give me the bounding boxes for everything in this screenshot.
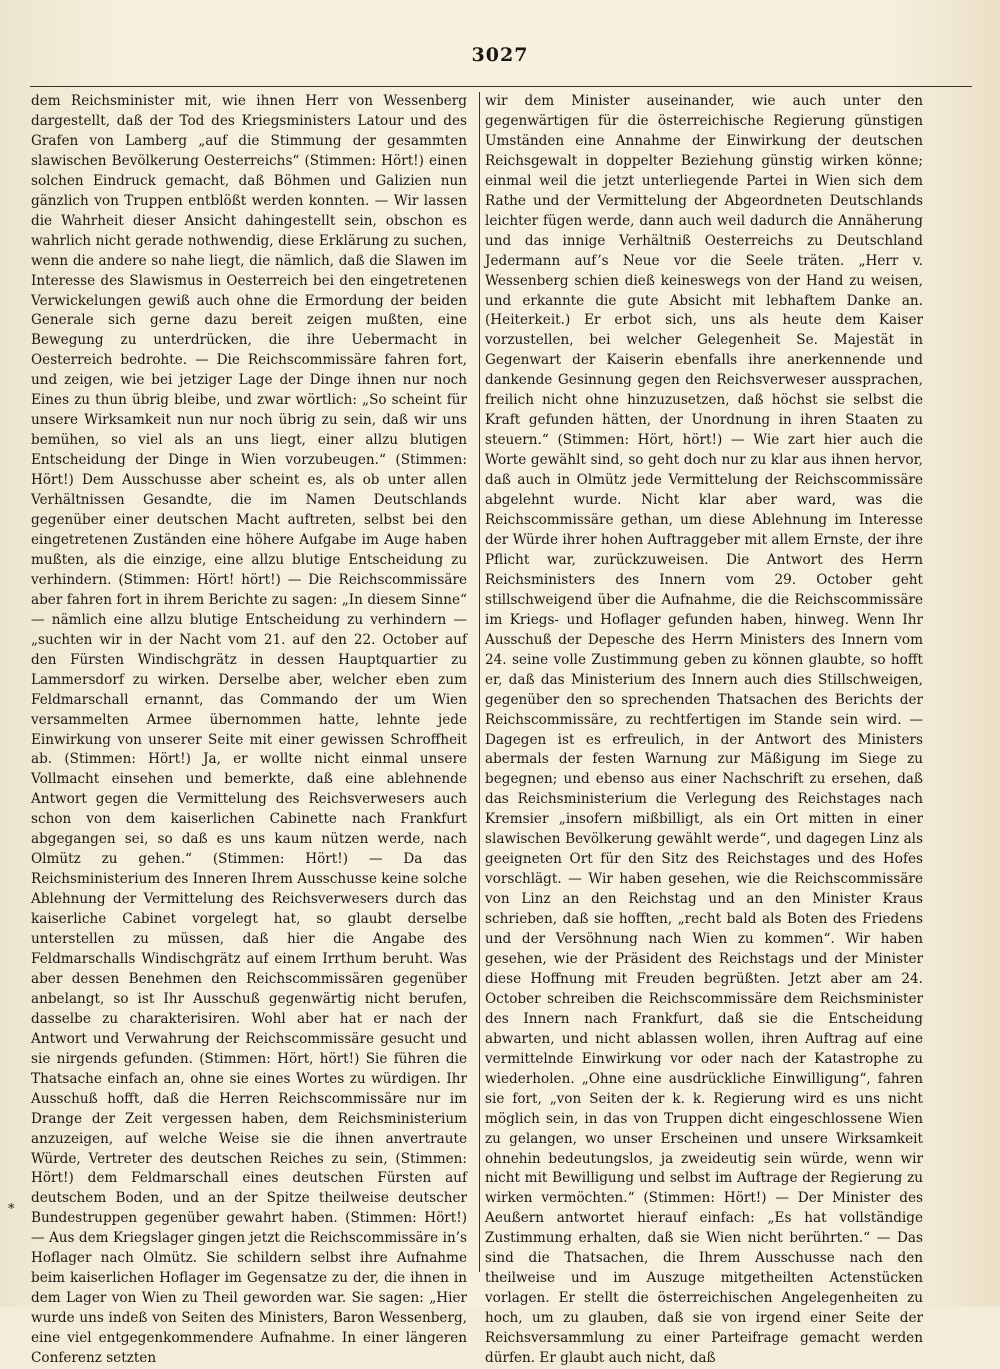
- right-column-text: wir dem Minister auseinander, wie auch unter den gegenwärtigen für die österreichische Regierung günstigen Umständen eine Annahme der Einwirkung der deutschen Reichsgewalt in doppelter Beziehung günstig wirken könne; einmal weil die jetzt unterliegende Partei in Wien sich dem Rathe und der Vermittelung der Abgeordneten Deutschlands leichter fügen werde, dann auch weil dadurch die Annäherung und das innige Verhältniß Oesterreichs zu Deutschland Jedermann auf’s Neue vor die Seele träten. „Herr v. Wessenberg schien dieß keineswegs von der Hand zu weisen, und erkannte die gute Absicht mit lebhaftem Danke an. (Heiterkeit.) Er erbot sich, uns als heute dem Kaiser vorzustellen, bei welcher Gelegenheit Se. Majestät in Gegenwart der Kaiserin ebenfalls ihre anerkennende und dankende Gesinnung gegen den Reichsverweser aussprachen, freilich nicht ohne hinzuzusetzen, daß höchst sie selbst die Kraft gefunden hätten, der Unordnung in ihren Staaten zu steuern.“ (Stimmen: Hört, hört!) — Wie zart hier auch die Worte gewählt sind, so geht doch nur zu klar aus ihnen hervor, daß auch in Olmütz jede Vermittelung der Reichscommissäre abgelehnt wurde. Nicht klar aber ward, was die Reichscommissäre gethan, um diese Ablehnung im Interesse der Würde ihrer hohen Auftraggeber mit allem Ernste, der ihre Pflicht war, zurückzuweisen. Die Antwort des Herrn Reichsministers des Innern vom 29. October geht stillschweigend über die Aufnahme, die die Reichscommissäre im Kriegs- und Hoflager gefunden haben, hinweg. Wenn Ihr Ausschuß der Depesche des Herrn Ministers des Innern vom 24. seine volle Zustimmung geben zu können glaubte, so hofft er, daß das Ministerium des Innern auch dies Stillschweigen, gegenüber den so sprechenden Thatsachen des Berichts der Reichscommissäre, zu rechtfertigen im Stande sein wird. — Dagegen ist es erfreulich, in der Antwort des Ministers abermals der festen Warnung zur Mäßigung im Siege zu begegnen; und ebenso aus einer Nachschrift zu ersehen, daß das Reichsministerium die Verlegung des Reichstages nach Kremsier „insofern mißbilligt, als ein Ort mitten in einer slawischen Bevölkerung gewählt werde“, und dagegen Linz als geeigneten Ort für den Sitz des Reichstages und des Hofes vorschlägt. — Wir haben gesehen, wie die Reichscommissäre von Linz an den Reichstag und an den Minister Kraus schrieben, daß sie hofften, „recht bald als Boten des Friedens und der Versöhnung nach Wien zu kommen“. Wir haben gesehen, wie der Präsident des Reichstags und der Minister diese Hoffnung mit Freuden begrüßten. Jetzt aber am 24. October schreiben die Reichscommissäre dem Reichsminister des Innern nach Frankfurt, daß sie die Entscheidung abwarten, und nicht ablassen wollen, ihren Auftrag auf eine vermittelnde Einwirkung vor oder nach der Katastrophe zu wiederholen. „Ohne eine ausdrückliche Einwilligung“, fahren sie fort, „von Seiten der k. k. Regierung wird es uns nicht möglich sein, in das von Truppen dicht eingeschlossene Wien zu gelangen, wo unser Erscheinen und unsere Wirksamkeit ohnehin bedeutungslos, ja zweideutig sein würde, wenn wir nicht mit Bewilligung und selbst im Auftrage der Regierung zu wirken vermöchten.“ (Stimmen: Hört!) — Der Minister des Aeußern antwortet hierauf einfach: „Es hat vollständige Zustimmung erhalten, daß sie Wien nicht berührten.“ — Das sind die Thatsachen, die Ihrem Ausschusse nach den theilweise und im Auszuge mitgetheilten Actenstücken vorlagen. Er stellt die österreichischen Angelegenheiten zu hoch, um zu glauben, daß sie von irgend einer Seite der Reichsversammlung zu einer Parteifrage gemacht werden dürfen. Er glaubt auch nicht, daß: [485, 93, 923, 1367]
- column-divider: [479, 92, 480, 1272]
- left-column-text: dem Reichsminister mit, wie ihnen Herr von Wessenberg dargestellt, daß der Tod des Kriegsministers Latour und des Grafen von Lamberg „auf die Stimmung der gesammten slawischen Bevölkerung Oesterreichs“ (Stimmen: Hört!) einen solchen Eindruck gemacht, daß Böhmen und Galizien nun gänzlich von Truppen entblößt werden konnten. — Wir lassen die Wahrheit dieser Ansicht dahingestellt sein, obschon es wahrlich nicht gerade nothwendig, diese Erklärung zu suchen, wenn die andere so nahe liegt, die nämlich, daß die Slawen im Interesse des Slawismus in Oesterreich bei den eingetretenen Verwickelungen gewiß auch ohne die Ermordung der beiden Generale sich gerne dazu bereit zeigen mußten, eine Bewegung zu unterdrücken, die ihre Uebermacht in Oesterreich bedrohte. — Die Reichscommissäre fahren fort, und zeigen, wie bei jetziger Lage der Dinge ihnen nur noch Eines zu thun übrig bleibe, und zwar wörtlich: „So scheint für unsere Wirksamkeit nun nur noch übrig zu sein, daß wir uns bemühen, so viel als an uns liegt, einer allzu blutigen Entscheidung der Dinge in Wien vorzubeugen.“ (Stimmen: Hört!) Dem Ausschusse aber scheint es, als ob unter allen Verhältnissen Gesandte, die im Namen Deutschlands gegenüber einer deutschen Macht auftreten, selbst bei den eingetretenen Zuständen eine höhere Aufgabe im Auge haben mußten, als die einzige, eine allzu blutige Entscheidung zu verhindern. (Stimmen: Hört! hört!) — Die Reichscommissäre aber fahren fort in ihrem Berichte zu sagen: „In diesem Sinne“ — nämlich eine allzu blutige Entscheidung zu verhindern — „suchten wir in der Nacht vom 21. auf den 22. October auf den Fürsten Windischgrätz in dessen Hauptquartier zu Lammersdorf zu wirken. Derselbe aber, welcher eben zum Feldmarschall ernannt, das Commando der um Wien versammelten Armee übernommen hatte, lehnte jede Einwirkung von unserer Seite mit einer gewissen Schroffheit ab. (Stimmen: Hört!) Ja, er wollte nicht einmal unsere Vollmacht einsehen und bemerkte, daß eine ablehnende Antwort gegen die Vermittelung des Reichsverwesers auch schon von dem kaiserlichen Cabinette nach Frankfurt abgegangen sei, so daß es uns kaum nützen werde, nach Olmütz zu gehen.“ (Stimmen: Hört!) — Da das Reichsministerium des Inneren Ihrem Ausschusse keine solche Ablehnung der Vermittelung des Reichsverwesers durch das kaiserliche Cabinet vorgelegt hat, so glaubt derselbe unterstellen zu müssen, daß hier die Angabe des Feldmarschalls Windischgrätz auf einem Irrthum beruht. Was aber dessen Benehmen den Reichscommissären gegenüber anbelangt, so ist Ihr Ausschuß gegenwärtig nicht berufen, dasselbe zu charakterisiren. Wohl aber hat er nach der Antwort und Verwahrung der Reichscommissäre gesucht und sie nirgends gefunden. (Stimmen: Hört, hört!) Sie führen die Thatsache einfach an, ohne sie eines Wortes zu würdigen. Ihr Ausschuß hofft, daß die Herren Reichscommissäre nur im Drange der Zeit vergessen haben, dem Reichsministerium anzuzeigen, auf welche Weise sie die ihnen anvertraute Würde, Vertreter des deutschen Reiches zu sein, (Stimmen: Hört!) dem Feldmarschall eines deutschen Fürsten auf deutschem Boden, und an der Spitze theilweise deutscher Bundestruppen gegenüber gewahrt haben. (Stimmen: Hört!) — Aus dem Kriegslager gingen jetzt die Reichscommissäre in’s Hoflager nach Olmütz. Sie schildern selbst ihre Aufnahme beim kaiserlichen Hoflager im Gegensatze zu der, die ihnen in dem Lager von Wien zu Theil geworden war. Sie sagen: „Hier wurde uns indeß von Seiten des Ministers, Baron Wessenberg, eine viel entgegenkommendere Aufnahme. In einer längeren Conferenz setzten: [31, 93, 467, 1367]
- signature-mark: *: [8, 1202, 15, 1217]
- right-column: [485, 92, 923, 1367]
- header-rule: [30, 86, 972, 87]
- page-number: 3027: [471, 44, 529, 66]
- left-column: [31, 92, 467, 1367]
